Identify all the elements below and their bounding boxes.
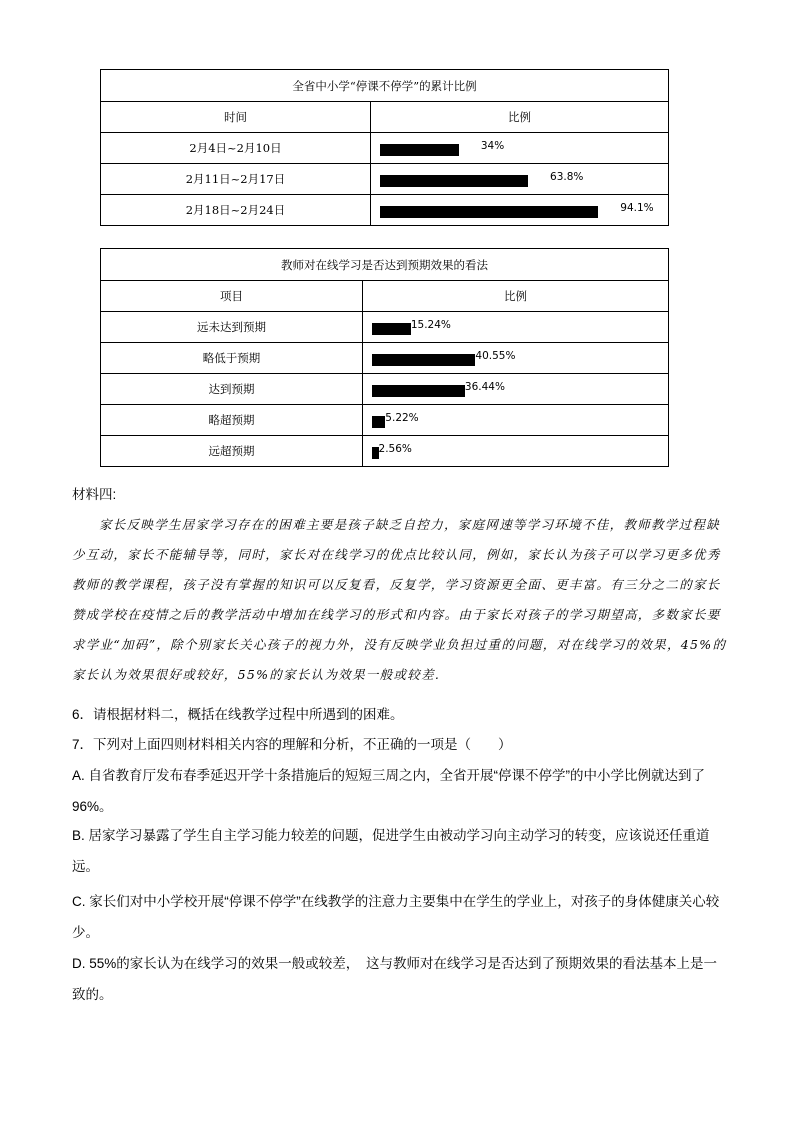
question-6: 6．请根据材料二，概括在线教学过程中所遇到的困难。 [72,707,404,722]
table2-item: 达到预期 [101,374,363,405]
table1-period: 2月4日~2月10日 [101,133,371,164]
table2-item: 略超预期 [101,405,363,436]
option-c[interactable]: C. 家长们对中小学校开展“停课不停学”在线教学的注意力主要集中在学生的学业上，对孩子的身体健康关心较少。 [72,894,720,940]
table1-period: 2月18日~2月24日 [101,195,371,226]
bar [372,385,465,397]
table1-col-ratio-header: 比例 [371,102,669,133]
bar [380,144,459,156]
bar-label: 2.56% [378,443,412,455]
bar-label: 36.44% [464,381,505,393]
question-7: 7．下列对上面四则材料相关内容的理解和分析，不正确的一项是（ ） [72,737,512,752]
table2-item: 远未达到预期 [101,312,363,343]
bar-label: 5.22% [385,412,419,424]
table-row [101,374,669,405]
table-row [101,312,669,343]
bar [380,175,528,187]
table2-title: 教师对在线学习是否达到预期效果的看法 [101,249,669,281]
bar-label: 63.8% [550,171,584,183]
table1-col-time-header: 时间 [101,102,371,133]
table-row [101,195,669,226]
bar [372,323,411,335]
table2-col-item-header: 项目 [101,281,363,312]
table2-item: 略低于预期 [101,343,363,374]
bar [372,416,385,428]
table1-title: 全省中小学“停课不停学”的累计比例 [101,70,669,102]
material4-heading: 材料四: [72,487,117,502]
bar [380,206,598,218]
table2-col-ratio-header: 比例 [363,281,669,312]
table-teacher-opinion [100,248,669,467]
material4-paragraph: 家长反映学生居家学习存在的困难主要是孩子缺乏自控力，家庭网速等学习环境不佳，教师教学过程缺少互动，家长不能辅导等，同时，家长对在线学习的优点比较认同，例如，家长认为孩子可以学习更多优秀教师的教学课程，孩子没有掌握的知识可以反复看，反复学，学习资源更全面、更丰富。有三分之二的家长赞成学校在疫情之后的教学活动中增加在线学习的形式和内容。由于家长对孩子的学习期望高，多数家长要求学业“加码”，除个别家长关心孩子的视力外，没有反映学业负担过重的问题，对在线学习的效果，45%的家长认为效果很好或较好，55%的家长认为效果一般或较差. [72,517,727,682]
bar-label: 40.55% [475,350,516,362]
table2-item: 远超预期 [101,436,363,467]
table-row [101,436,669,467]
table1-period: 2月11日~2月17日 [101,164,371,195]
table-row [101,405,669,436]
option-d[interactable]: D. 55%的家长认为在线学习的效果一般或较差， 这与教师对在线学习是否达到了预期效果的看法基本上是一致的。 [72,956,718,1002]
bar-label: 15.24% [410,319,451,331]
bar-label: 34% [480,140,505,152]
table-row [101,164,669,195]
bar [372,354,475,366]
table-row [101,133,669,164]
option-a[interactable]: A. 自省教育厅发布春季延迟开学十条措施后的短短三周之内，全省开展“停课不停学”的中小学比例就达到了96%。 [72,768,705,814]
bar-label: 94.1% [620,202,654,214]
table-row [101,343,669,374]
table-cumulative-ratio [100,69,669,226]
option-b[interactable]: B. 居家学习暴露了学生自主学习能力较差的问题，促进学生由被动学习向主动学习的转变，应该说还任重道远。 [72,828,710,874]
